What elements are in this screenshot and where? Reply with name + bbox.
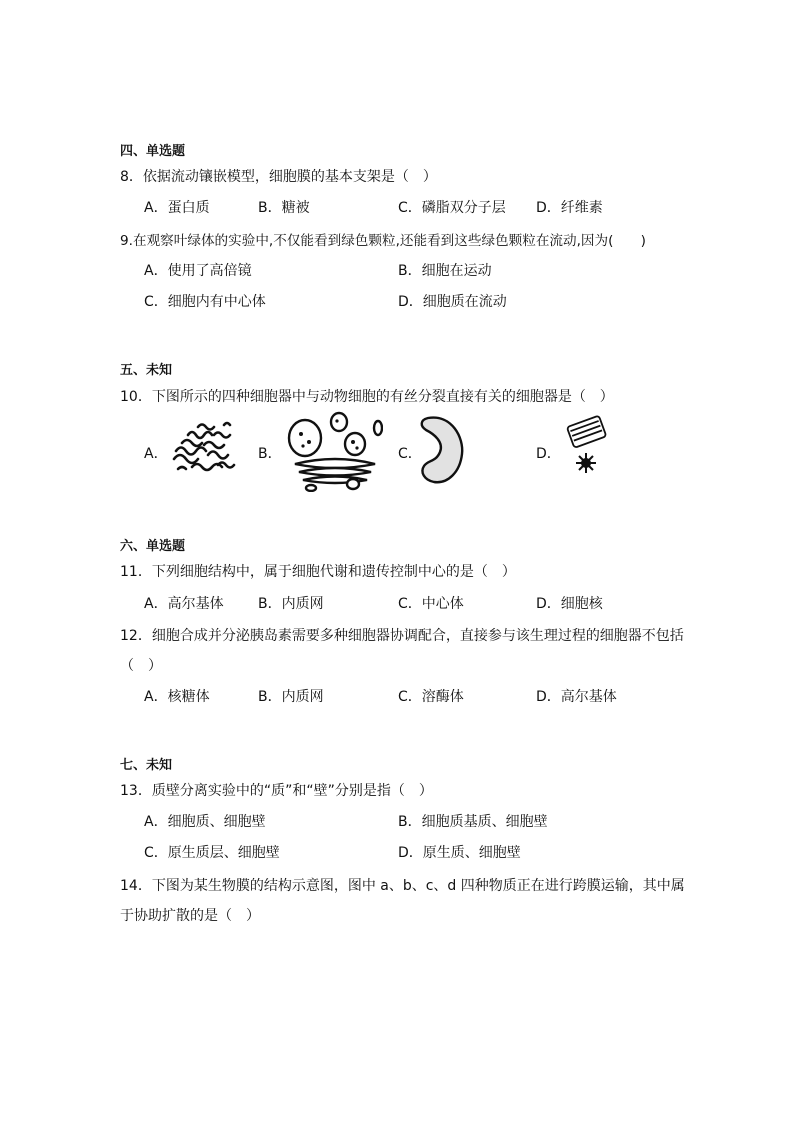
question-11-text: 11．下列细胞结构中，属于细胞代谢和遗传控制中心的是（ ） <box>120 564 516 580</box>
q11-option-b[interactable]: B．内质网 <box>258 596 324 612</box>
endoplasmic-reticulum-icon <box>168 415 242 481</box>
centrosome-icon <box>560 415 612 481</box>
q10-option-c[interactable]: C． <box>398 446 422 462</box>
q8-option-a[interactable]: A．蛋白质 <box>144 200 210 216</box>
q8-option-d[interactable]: D．纤维素 <box>536 200 603 216</box>
q11-option-d[interactable]: D．细胞核 <box>536 596 603 612</box>
question-13-text: 13．质壁分离实验中的“质”和“壁”分别是指（ ） <box>120 783 433 799</box>
question-14-text-cont: 于协助扩散的是（ ） <box>120 908 260 924</box>
question-10-text: 10．下图所示的四种细胞器中与动物细胞的有丝分裂直接有关的细胞器是（ ） <box>120 389 614 405</box>
q13-option-d[interactable]: D．原生质、细胞壁 <box>398 845 521 861</box>
section-heading: 六、单选题 <box>120 539 186 554</box>
q12-option-d[interactable]: D．高尔基体 <box>536 689 617 705</box>
section-heading: 四、单选题 <box>120 144 186 159</box>
question-9-text: 9.在观察叶绿体的实验中,不仅能看到绿色颗粒,还能看到这些绿色颗粒在流动,因为( ) <box>120 233 646 249</box>
q13-option-c[interactable]: C．原生质层、细胞壁 <box>144 845 280 861</box>
q10-option-b[interactable]: B． <box>258 446 282 462</box>
question-12-text: 12．细胞合成并分泌胰岛素需要多种细胞器协调配合，直接参与该生理过程的细胞器不包括 <box>120 628 684 644</box>
q12-option-b[interactable]: B．内质网 <box>258 689 324 705</box>
q12-option-a[interactable]: A．核糖体 <box>144 689 210 705</box>
q9-option-d[interactable]: D．细胞质在流动 <box>398 294 507 310</box>
q10-option-d[interactable]: D． <box>536 446 561 462</box>
section-heading: 七、未知 <box>120 758 173 773</box>
golgi-apparatus-icon <box>283 410 383 492</box>
mitochondrion-icon <box>418 412 466 486</box>
question-12-text-cont: （ ） <box>120 658 162 674</box>
q9-option-a[interactable]: A．使用了高倍镜 <box>144 263 252 279</box>
q11-option-a[interactable]: A．高尔基体 <box>144 596 224 612</box>
q9-option-b[interactable]: B．细胞在运动 <box>398 263 492 279</box>
q13-option-a[interactable]: A．细胞质、细胞壁 <box>144 814 266 830</box>
q9-option-c[interactable]: C．细胞内有中心体 <box>144 294 266 310</box>
question-8-text: 8．依据流动镶嵌模型，细胞膜的基本支架是（ ） <box>120 169 437 185</box>
q12-option-c[interactable]: C．溶酶体 <box>398 689 464 705</box>
q11-option-c[interactable]: C．中心体 <box>398 596 464 612</box>
q8-option-c[interactable]: C．磷脂双分子层 <box>398 200 506 216</box>
q8-option-b[interactable]: B．糖被 <box>258 200 310 216</box>
q13-option-b[interactable]: B．细胞质基质、细胞壁 <box>398 814 548 830</box>
q10-option-a[interactable]: A． <box>144 446 168 462</box>
section-heading: 五、未知 <box>120 363 173 378</box>
question-14-text: 14．下图为某生物膜的结构示意图，图中 a、b、c、d 四种物质正在进行跨膜运输，其中属 <box>120 878 685 894</box>
